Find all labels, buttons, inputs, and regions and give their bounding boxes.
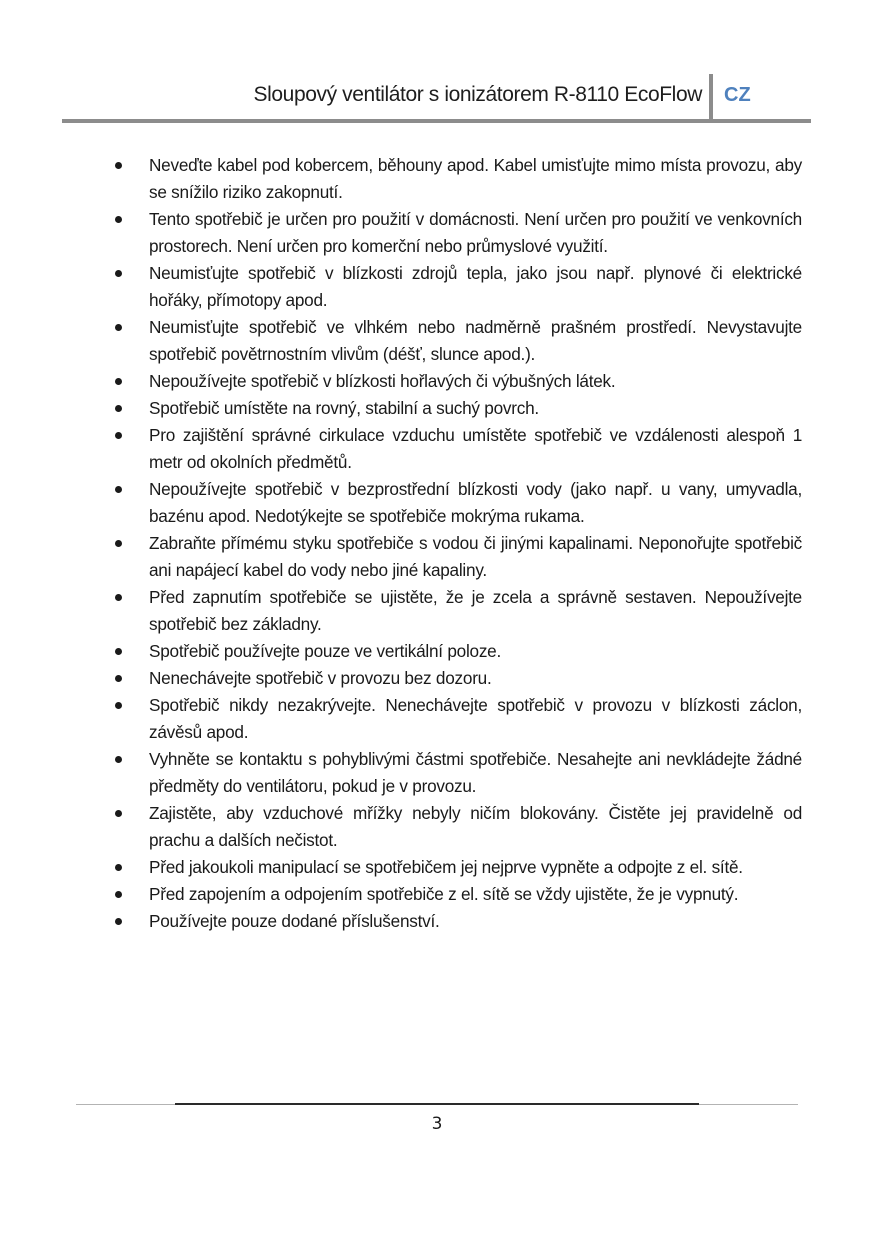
list-item [112, 908, 802, 935]
list-item-text: Zabraňte přímému styku spotřebiče s vodou či jinými kapalinami. Neponořujte spotřebič ani napájecí kabel do vody nebo jiné kapaliny. [149, 533, 802, 580]
list-item-text: Nepoužívejte spotřebič v bezprostřední blízkosti vody (jako např. u vany, umyvadla, bazénu apod. Nedotýkejte se spotřebiče mokrýma rukama. [149, 479, 802, 526]
list-item-text: Používejte pouze dodané příslušenství. [149, 911, 440, 931]
list-item [112, 152, 802, 206]
list-item-text: Pro zajištění správné cirkulace vzduchu umístěte spotřebič ve vzdálenosti alespoň 1 metr od okolních předmětů. [149, 425, 802, 472]
page-number: 3 [431, 1114, 443, 1134]
document-title: Sloupový ventilátor s ionizátorem R-8110 EcoFlow [253, 83, 702, 106]
bullet-icon [115, 486, 122, 493]
list-item [112, 665, 802, 692]
list-item [112, 692, 802, 746]
list-item [112, 881, 802, 908]
list-item-text: Neumisťujte spotřebič ve vlhkém nebo nadměrně prašném prostředí. Nevystavujte spotřebič povětrnostním vlivům (déšť, slunce apod.). [149, 317, 802, 364]
list-item-text: Vyhněte se kontaktu s pohyblivými částmi spotřebiče. Nesahejte ani nevkládejte žádné předměty do ventilátoru, pokud je v provozu. [149, 749, 802, 796]
bullet-icon [115, 891, 122, 898]
list-item [112, 530, 802, 584]
bullet-icon [115, 675, 122, 682]
list-item [112, 422, 802, 476]
list-item-text: Spotřebič umístěte na rovný, stabilní a suchý povrch. [149, 398, 539, 418]
list-item-text: Tento spotřebič je určen pro použití v domácnosti. Není určen pro použití ve venkovních prostorech. Není určen pro komerční nebo průmyslové využití. [149, 209, 802, 256]
bullet-icon [115, 432, 122, 439]
footer-rule-accent [175, 1103, 699, 1105]
bullet-icon [115, 918, 122, 925]
language-code: CZ [724, 84, 751, 106]
safety-instructions-list [112, 152, 802, 935]
list-item [112, 368, 802, 395]
header-rule [62, 119, 811, 123]
list-item-text: Nenechávejte spotřebič v provozu bez dozoru. [149, 668, 492, 688]
list-item [112, 746, 802, 800]
list-item [112, 476, 802, 530]
list-item [112, 395, 802, 422]
list-item [112, 800, 802, 854]
list-item [112, 854, 802, 881]
list-item-text: Spotřebič nikdy nezakrývejte. Nenechávejte spotřebič v provozu v blízkosti záclon, závěsů apod. [149, 695, 802, 742]
bullet-icon [115, 270, 122, 277]
bullet-icon [115, 324, 122, 331]
bullet-icon [115, 216, 122, 223]
header-separator [709, 74, 713, 122]
bullet-icon [115, 162, 122, 169]
list-item [112, 638, 802, 665]
list-item-text: Spotřebič používejte pouze ve vertikální poloze. [149, 641, 502, 661]
bullet-icon [115, 756, 122, 763]
list-item [112, 260, 802, 314]
list-item [112, 314, 802, 368]
bullet-icon [115, 810, 122, 817]
list-item [112, 206, 802, 260]
bullet-icon [115, 648, 122, 655]
bullet-icon [115, 864, 122, 871]
list-item-text: Před zapnutím spotřebiče se ujistěte, že je zcela a správně sestaven. Nepoužívejte spotřebič bez základny. [149, 587, 802, 634]
bullet-icon [115, 405, 122, 412]
bullet-icon [115, 378, 122, 385]
list-item-text: Nepoužívejte spotřebič v blízkosti hořlavých či výbušných látek. [149, 371, 616, 391]
list-item-text: Před jakoukoli manipulací se spotřebičem jej nejprve vypněte a odpojte z el. sítě. [149, 857, 743, 877]
list-item-text: Neumisťujte spotřebič v blízkosti zdrojů tepla, jako jsou např. plynové či elektrické hořáky, přímotopy apod. [149, 263, 802, 310]
bullet-icon [115, 594, 122, 601]
list-item [112, 584, 802, 638]
bullet-icon [115, 540, 122, 547]
list-item-text: Před zapojením a odpojením spotřebiče z el. sítě se vždy ujistěte, že je vypnutý. [149, 884, 739, 904]
list-item-text: Neveďte kabel pod kobercem, běhouny apod. Kabel umisťujte mimo místa provozu, aby se snížilo riziko zakopnutí. [149, 155, 802, 202]
bullet-icon [115, 702, 122, 709]
list-item-text: Zajistěte, aby vzduchové mřížky nebyly ničím blokovány. Čistěte jej pravidelně od prachu a dalších nečistot. [149, 803, 802, 850]
